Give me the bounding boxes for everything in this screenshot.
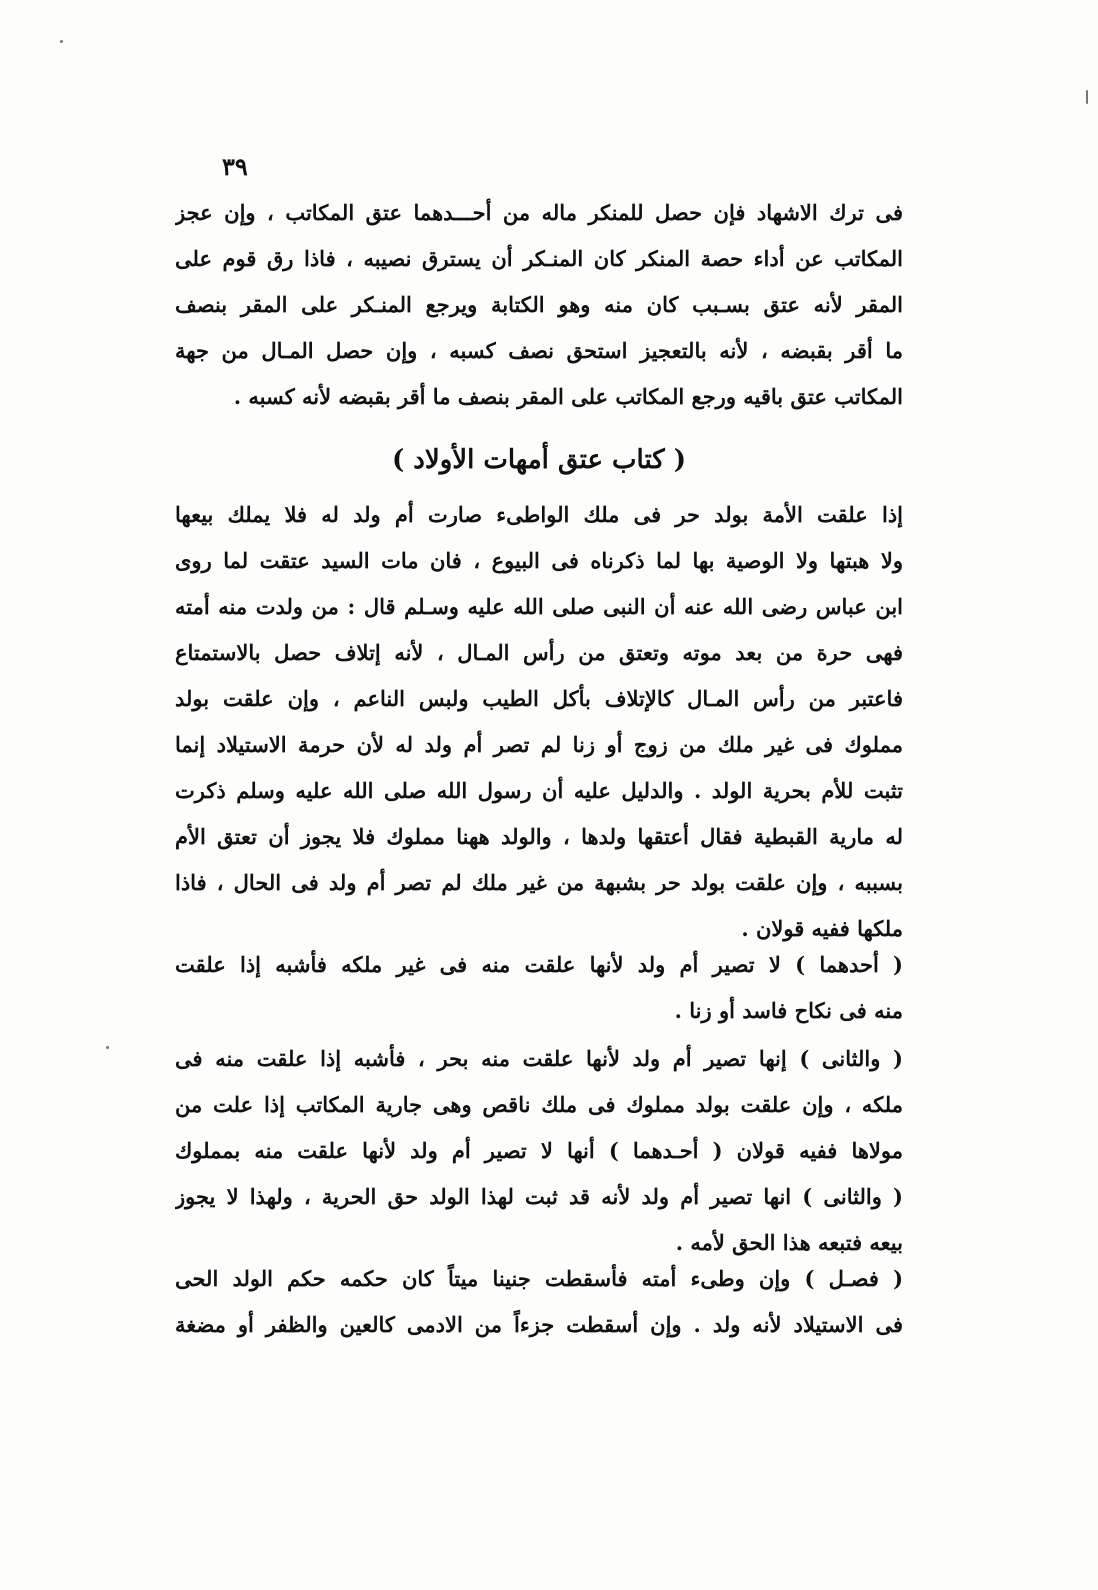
text-line: فهى حرة من بعد موته وتعتق من رأس المـال ، لأنه إتلاف حصل بالاستمتاع — [175, 640, 903, 665]
text-line: المقر لأنه عتق بسـبب كان منه وهو الكتابة ويرجع المنـكر على المقر بنصف — [175, 292, 903, 317]
page-number: ٣٩ — [222, 152, 248, 181]
text-line: بسببه ، وإن علقت بولد حر بشبهة من غير ملك لم تصر أم ولد فى الحال ، فاذا — [175, 870, 903, 895]
text-line: مولاها ففيه قولان ( أحـدهما ) أنها لا تصير أم ولد لأنها علقت منه بمملوك — [175, 1138, 903, 1163]
text-line: منه فى نكاح فاسد أو زنا . — [674, 998, 903, 1023]
text-line: ( فصـل ) وإن وطىء أمته فأسقطت جنينا ميتاً كان حكمه حكم الولد الحى — [175, 1266, 903, 1291]
paragraph-first-opinion — [175, 942, 903, 1034]
text-line: المكاتب عتق باقيه ورجع المكاتب على المقر بنصف ما أقر بقبضه لأنه كسبه . — [233, 384, 903, 409]
text-line: ( أحدهما ) لا تصير أم ولد لأنها علقت منه فى غير ملكه فأشبه إذا علقت — [175, 952, 903, 977]
paragraph-umm-walad — [175, 492, 903, 952]
scan-speck — [1086, 90, 1088, 104]
text-line: ملكه ، وإن علقت بولد مملوك فى ملك ناقص وهى جارية المكاتب إذا علت من — [175, 1092, 903, 1117]
text-line: فى ترك الاشهاد فإن حصل للمنكر ماله من أحـــدهما عتق المكاتب ، وإن عجز — [175, 200, 903, 225]
text-line: ولا هبتها ولا الوصية بها لما ذكرناه فى البيوع ، فان مات السيد عتقت لما روى — [175, 548, 903, 573]
text-line: له مارية القبطية فقال أعتقها ولدها ، والولد ههنا مملوك فلا يجوز أن تعتق الأم — [175, 824, 903, 849]
chapter-heading: ( كتاب عتق أمهات الأولاد ) — [391, 445, 687, 475]
text-line: ما أقر بقبضه ، لأنه بالتعجيز استحق نصف كسبه ، وإن حصل المـال من جهة — [175, 338, 903, 363]
text-line: إذا علقت الأمة بولد حر فى ملك الواطىء صارت أم ولد له فلا يملك بيعها — [175, 502, 903, 527]
text-line: ابن عباس رضى الله عنه أن النبى صلى الله عليه وسـلم قال : من ولدت منه أمته — [175, 594, 903, 619]
text-line: ملكها ففيه قولان . — [741, 916, 903, 941]
text-line: فى الاستيلاد لأنه ولد . وإن أسقطت جزءاً من الادمى كالعين والظفر أو مضغة — [175, 1312, 903, 1337]
paragraph-section — [175, 1256, 903, 1348]
text-line: بيعه فتبعه هذا الحق لأمه . — [675, 1230, 903, 1255]
text-line: ( والثانى ) إنها تصير أم ولد لأنها علقت منه بحر ، فأشبه إذا علقت منه فى — [175, 1046, 903, 1071]
text-line: فاعتبر من رأس المـال كالإتلاف بأكل الطيب ولبس الناعم ، وإن علقت بولد — [175, 686, 903, 711]
scan-speck — [106, 1046, 109, 1049]
top-paragraph — [175, 190, 903, 420]
text-line: المكاتب عن أداء حصة المنكر كان المنـكر أن يسترق نصيبه ، فاذا رق قوم على — [175, 246, 903, 271]
text-line: مملوك فى غير ملك من زوج أو زنا لم تصر أم ولد له لأن حرمة الاستيلاد إنما — [175, 732, 903, 757]
text-line: ( والثانى ) انها تصير أم ولد لأنه قد ثبت لهذا الولد حق الحرية ، ولهذا لا يجوز — [175, 1184, 903, 1209]
scan-speck — [60, 40, 63, 43]
text-line: تثبت للأم بحرية الولد . والدليل عليه أن رسول الله صلى الله عليه وسلم ذكرت — [175, 778, 903, 803]
paragraph-second-opinion — [175, 1036, 903, 1266]
